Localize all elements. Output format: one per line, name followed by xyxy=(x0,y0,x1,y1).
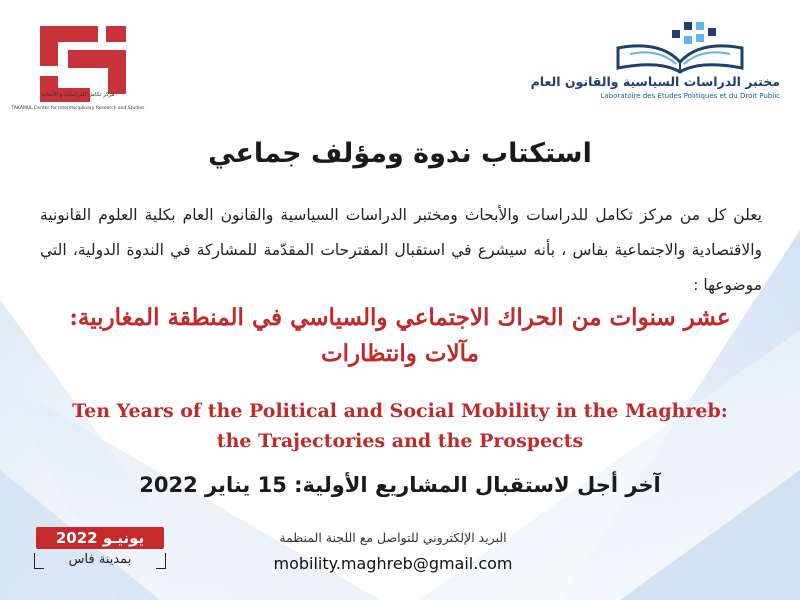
theme-ar-line2: مآلات وانتظارات xyxy=(321,340,479,367)
lab-name-fr: Laboratoire des Etudes Politiques et du Droit Public xyxy=(600,92,780,100)
theme-en-line2: the Trajectories and the Prospects xyxy=(216,430,584,452)
theme-english xyxy=(0,396,800,456)
takamul-caption-ar: مركز تكامل للدراسات و الأبحاث xyxy=(41,92,115,98)
theme-en-line1: Ten Years of the Political and Social Mobility in the Maghreb: xyxy=(72,400,728,422)
lab-name-ar: مختبر الدراسات السياسية والقانون العام xyxy=(530,74,780,89)
takamul-logo xyxy=(28,18,138,118)
theme-arabic xyxy=(40,300,760,372)
open-book-logo-icon xyxy=(600,18,760,74)
contact-label: البريد الإلكتروني للتواصل مع اللجنة المنظمة xyxy=(279,530,507,545)
takamul-caption-en: TAKAMUL Center for Interdisciplinary Research and Studies xyxy=(11,106,145,111)
contact-email-link[interactable]: mobility.maghreb@gmail.com xyxy=(273,554,513,573)
theme-ar-line1: عشر سنوات من الحراك الاجتماعي والسياسي في المنطقة المغاربية: xyxy=(69,304,731,331)
intro-paragraph: يعلن كل من مركز تكامل للدراسات والأبحاث ومختبر الدراسات السياسية والقانون العام بكلية العلوم القانونية والاقتصادية والاجتماعية بفاس ، بأنه سيشرع في استقبال المقترحات المقدّمة للمشاركة في الندوة الدولية، التي موضوعها : xyxy=(40,206,762,294)
page-title: استكتاب ندوة ومؤلف جماعي xyxy=(208,138,592,169)
event-date-badge: يونيـو 2022 xyxy=(36,527,164,549)
deadline: آخر أجل لاستقبال المشاريع الأولية: 15 يناير 2022 xyxy=(139,473,661,497)
event-place: بمدينة فاس xyxy=(68,552,132,567)
lab-logo xyxy=(520,18,780,118)
